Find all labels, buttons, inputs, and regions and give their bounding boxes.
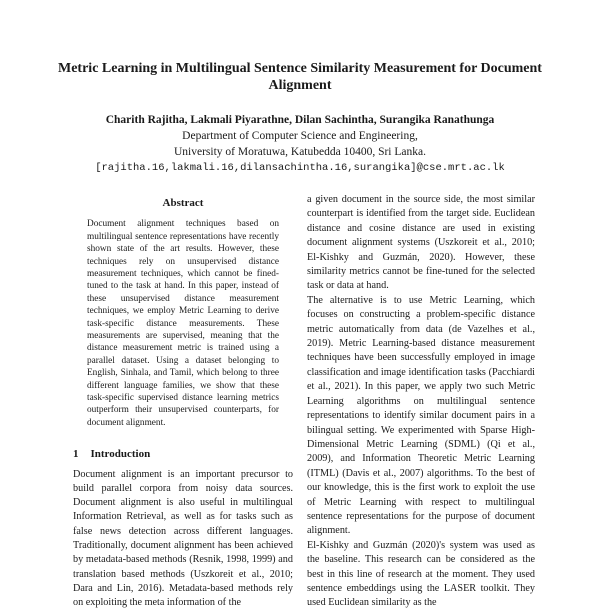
right-paragraph-3: El-Kishky and Guzmán (2020)'s system was used as the baseline. This research can be considered as the best in this line of research at the moment. They used sentence embeddings using the LASER toolkit. They used Euclidean similarity as the bbox=[307, 539, 535, 609]
right-column bbox=[307, 193, 535, 611]
section-heading-introduction bbox=[73, 447, 293, 461]
introduction-paragraph: Document alignment is an important precursor to build parallel corpora from noisy data sources. Document alignment is also useful in multilingual Information Retrieval, as well as for tasks such as false news detection across different languages. Traditionally, document alignment has been achieved by metadata-based methods (Resnik, 1998, 1999) and translation based methods (Uszkoreit et al., 2010; Dara and Lin, 2016). Metadata-based methods rely on exploiting the meta information of the bbox=[73, 468, 293, 609]
paper-title: Metric Learning in Multilingual Sentence Similarity Measurement for Document Alignment bbox=[58, 61, 542, 93]
right-paragraph-2: The alternative is to use Metric Learning, which focuses on constructing a problem-specific distance metric automatically from data (de Vazelhes et al., 2019). Metric Learning-based distance measurement techniques have been successfully employed in image classification and image identification tasks (Pacchiardi et al., 2021). In this paper, we apply two such Metric Learning algorithms on multilingual sentence representations to identify similar document pairs in a bilingual setting. We experimented with Sparse High-Dimensional Metric Learning (SDML) (Qi et al., 2009), and Information Theoretic Metric Learning (ITML) (Davis et al., 2007) algorithms. To the best of our knowledge, this is the first work to exploit the use of Metric Learning with respect to multilingual sentence representations for the purpose of document alignment. bbox=[307, 294, 535, 537]
affiliation-university: University of Moratuwa, Katubedda 10400, Sri Lanka. bbox=[174, 146, 426, 158]
abstract-text: Document alignment techniques based on multilingual sentence representations have recently shown state of the art results. However, these techniques rely on unsupervised distance measurement techniques, which cannot be fined-tuned to the task at hand. In this paper, instead of these unsupervised distance measurement techniques, we employ Metric Learning to derive task-specific distance measurements. These measurements are supervised, meaning that the distance measurement metric is trained using a parallel dataset. Using a dataset belonging to English, Sinhala, and Tamil, which belong to three different language families, we show that these task-specific supervised distance learning metrics outperform their unsupervised counterparts, for document alignment. bbox=[87, 219, 279, 428]
section-number: 1 bbox=[73, 448, 79, 461]
author-block bbox=[30, 112, 570, 176]
section-title: Introduction bbox=[90, 448, 151, 461]
affiliation-department: Department of Computer Science and Engineering, bbox=[182, 130, 418, 142]
abstract-heading: Abstract bbox=[162, 197, 204, 209]
left-column bbox=[73, 196, 293, 610]
right-paragraph-1: a given document in the source side, the most similar counterpart is identified from the target side. Euclidean distance and cosine distance are used in existing document alignment systems (Uszkoreit et al., 2010; El-Kishky and Guzmán, 2020). However, these similarity metrics cannot be fine-tuned for the selected task or data at hand. bbox=[307, 194, 535, 292]
author-names: Charith Rajitha, Lakmali Piyarathne, Dilan Sachintha, Surangika Ranathunga bbox=[105, 114, 495, 126]
author-emails: [rajitha.16,lakmali.16,dilansachintha.16,surangika]@cse.mrt.ac.lk bbox=[95, 162, 505, 174]
